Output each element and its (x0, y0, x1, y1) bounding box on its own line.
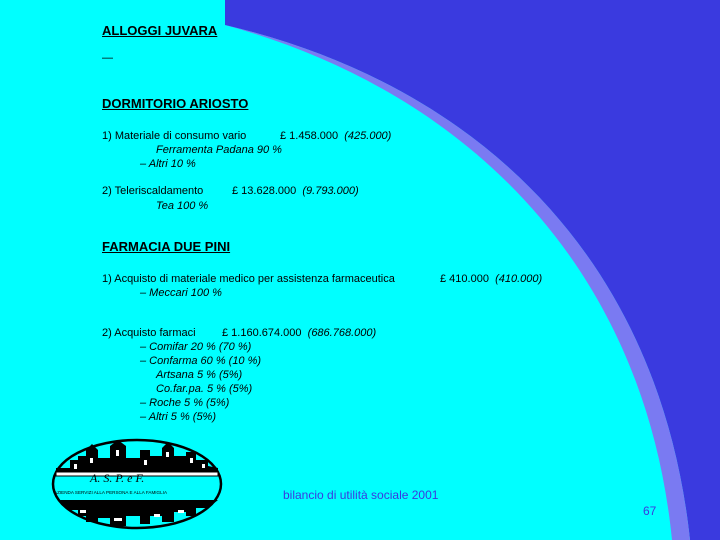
ariosto-item-1-line: Ferramenta Padana 90 % (156, 144, 282, 156)
ariosto-item-1-values (280, 130, 391, 143)
ariosto-item-2-prev: (9.793.000) (302, 185, 359, 197)
asp-logo (50, 436, 225, 540)
farmacia-item-1-prev: (410.000) (495, 273, 543, 285)
farmacia-item-1-values (440, 273, 542, 286)
farmacia-item-2-line: – Comifar 20 % (70 %) (140, 341, 252, 353)
farmacia-item-2-line: – Roche 5 % (5%) (140, 397, 230, 409)
ariosto-item-1-label: 1) Materiale di consumo vario (102, 130, 247, 142)
farmacia-item-2 (102, 327, 196, 340)
farmacia-item-1 (102, 273, 395, 286)
ariosto-item-1-amount: £ 1.458.000 (280, 130, 339, 142)
page-number: 67 (643, 504, 657, 518)
ariosto-item-1-prev: (425.000) (344, 130, 392, 142)
farmacia-item-2-amount: £ 1.160.674.000 (222, 327, 302, 339)
farmacia-item-1-label: 1) Acquisto di materiale medico per assistenza farmaceutica (102, 273, 395, 285)
ariosto-item-2-line: Tea 100 % (156, 200, 209, 212)
section-title-ariosto: DORMITORIO ARIOSTO (102, 96, 249, 111)
ariosto-item-1 (102, 130, 246, 143)
section-title-juvara: ALLOGGI JUVARA (102, 23, 218, 38)
ariosto-item-2-label: 2) Teleriscaldamento (102, 185, 204, 197)
section-title-farmacia: FARMACIA DUE PINI (102, 239, 231, 254)
ariosto-item-2 (102, 185, 203, 198)
ariosto-item-1-line: – Altri 10 % (140, 158, 196, 170)
farmacia-item-2-line: Co.far.pa. 5 % (5%) (156, 383, 253, 395)
logo-subtitle: AZIENDA SERVIZI ALLA PERSONA E ALLA FAMIGLIA (54, 490, 168, 495)
ariosto-item-2-values (232, 185, 359, 198)
footer-text: bilancio di utilità sociale 2001 (283, 488, 439, 502)
farmacia-item-2-line: – Confarma 60 % (10 %) (140, 355, 262, 367)
farmacia-item-2-line: – Altri 5 % (5%) (140, 411, 217, 423)
farmacia-item-1-amount: £ 410.000 (440, 273, 489, 285)
farmacia-item-2-line: Artsana 5 % (5%) (156, 369, 243, 381)
farmacia-item-2-label: 2) Acquisto farmaci (102, 327, 196, 339)
farmacia-item-2-values (222, 327, 376, 340)
logo-text: A. S. P. e F. (90, 471, 145, 485)
ariosto-item-2-amount: £ 13.628.000 (232, 185, 297, 197)
farmacia-item-1-line: – Meccari 100 % (140, 287, 222, 299)
curve-fill (225, 0, 720, 540)
farmacia-item-2-prev: (686.768.000) (307, 327, 377, 339)
juvara-placeholder: — (102, 52, 113, 64)
